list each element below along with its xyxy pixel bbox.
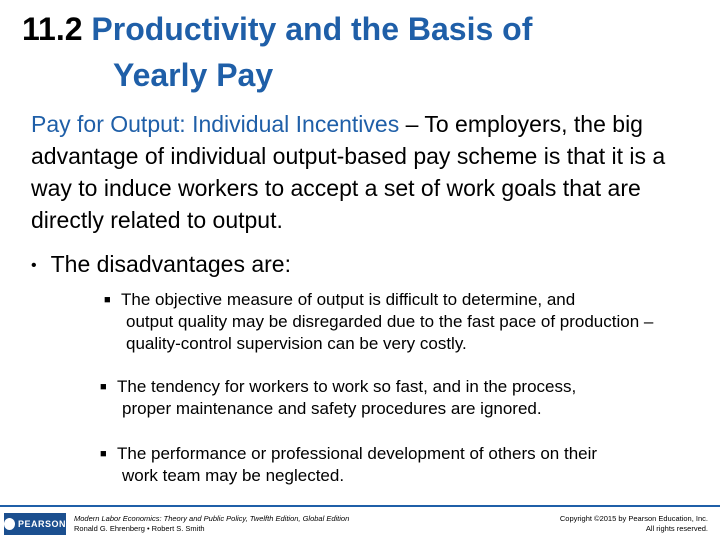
pearson-logo-text: PEARSON — [17, 519, 66, 529]
sub-item-1-rest: output quality may be disregarded due to the fast pace of production – quality-control supervision can be very costly. — [126, 312, 654, 353]
footer-divider — [0, 505, 720, 507]
pearson-logo — [4, 513, 66, 535]
intro-heading: Pay for Output: Individual Incentives — [31, 111, 400, 137]
square-bullet-icon: ■ — [100, 448, 107, 460]
slide-title — [22, 6, 712, 98]
intro-text: To employers, the big advantage of individual output-based pay scheme is that it is a way to induce workers to accept a set of work goals that are directly related to output. — [31, 111, 666, 233]
square-bullet-icon: ■ — [100, 381, 107, 393]
sub-item-2-rest: proper maintenance and safety procedures are ignored. — [122, 399, 542, 418]
bullet-dot-icon: • — [31, 256, 37, 274]
sub-item-1 — [104, 289, 704, 355]
intro-dash: – — [399, 111, 425, 137]
title-line-1: Productivity and the Basis of — [91, 11, 533, 47]
footer-book-info — [74, 514, 349, 534]
sub-item-3-rest: work team may be neglected. — [122, 466, 345, 485]
sub-item-2 — [100, 376, 700, 420]
footer-copyright-line: Copyright ©2015 by Pearson Education, Inc. — [559, 514, 708, 523]
footer-rights-line: All rights reserved. — [645, 524, 708, 533]
footer-authors: Ronald G. Ehrenberg • Robert S. Smith — [74, 524, 205, 533]
pearson-logo-icon — [4, 518, 15, 530]
bullet-disadvantages — [31, 248, 691, 282]
footer-copyright — [560, 514, 708, 534]
bullet-text: The disadvantages are: — [50, 251, 291, 277]
footer-book-title: Modern Labor Economics: Theory and Public Policy, Twelfth Edition, Global Edition — [74, 514, 350, 523]
intro-paragraph — [31, 108, 701, 236]
square-bullet-icon: ■ — [104, 294, 111, 306]
sub-item-2-line1: The tendency for workers to work so fast, and in the process, — [117, 377, 577, 396]
title-line-2: Yearly Pay — [113, 57, 274, 93]
section-number: 11.2 — [22, 11, 83, 47]
sub-item-3-line1: The performance or professional development of others on their — [117, 444, 598, 463]
sub-item-3 — [100, 443, 700, 487]
sub-item-1-line1: The objective measure of output is difficult to determine, and — [121, 290, 576, 309]
